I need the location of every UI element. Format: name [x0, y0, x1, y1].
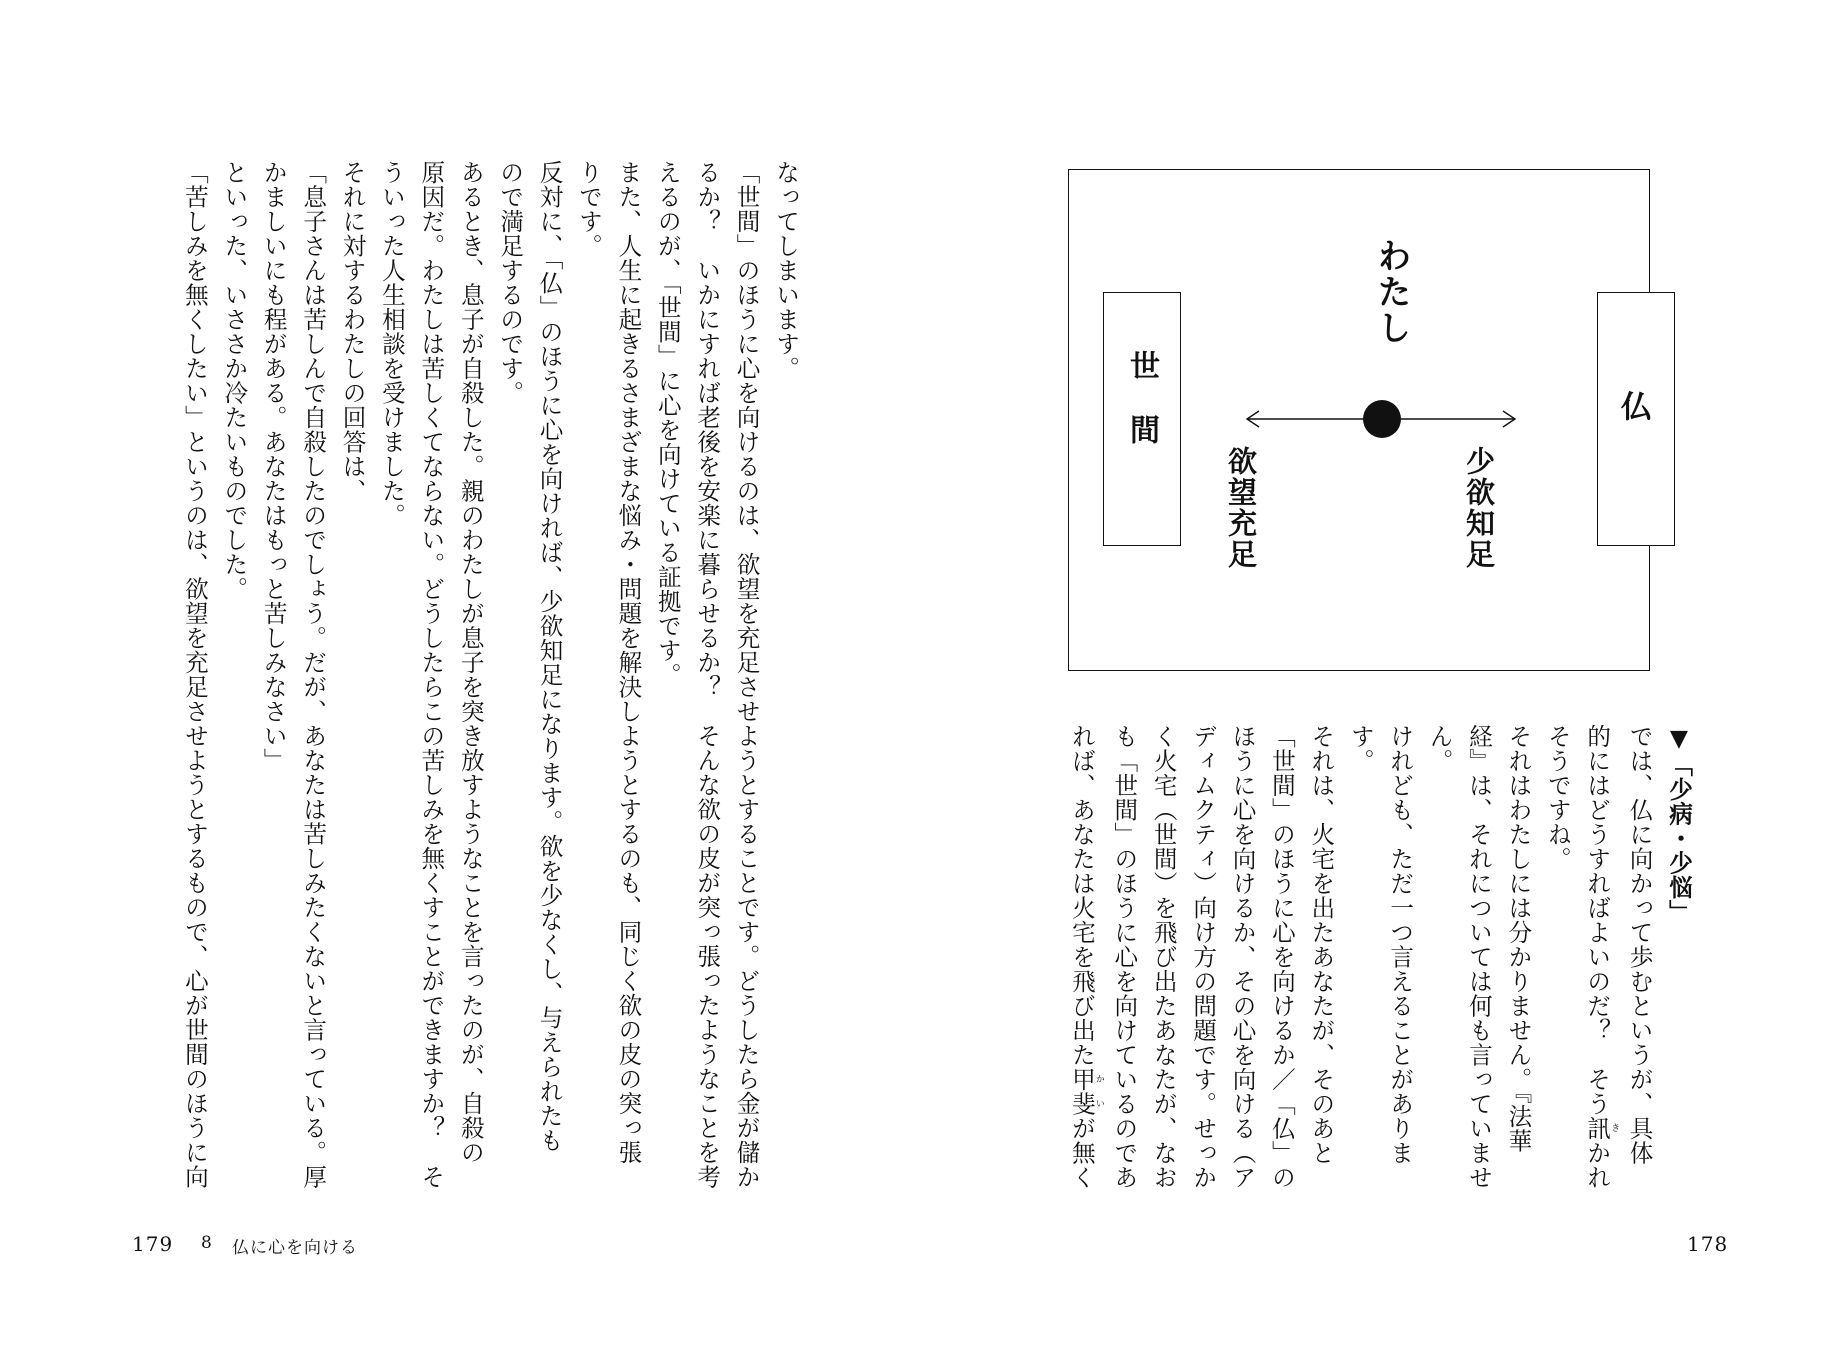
page-number: 178 — [1687, 1232, 1729, 1256]
ruby-annotation — [1067, 1067, 1104, 1116]
text-line: といった、いささか冷たいものでした。 — [220, 160, 249, 601]
text-line: 「息子さんは苦しんで自殺したのでしょう。だが、あなたは苦しみたくないと言っている。厚 — [299, 160, 328, 1189]
text-line: も「世間」のほうに心を向けているのであ — [1110, 724, 1139, 1190]
desire-fulfillment-caption: 欲望充足 — [1224, 446, 1258, 570]
right-body-text — [1062, 724, 1699, 1220]
text-line: ほうに心を向けるか、その心を向ける（ア — [1228, 724, 1257, 1190]
text-line: そうですね。 — [1543, 724, 1572, 871]
text-line: 原因だ。わたしは苦しくてならない。どうしたらこの苦しみを無くすことができますか？ そ — [417, 160, 446, 1189]
ruby-reading: き — [1609, 1116, 1620, 1141]
watashi-label: わたし — [1371, 238, 1411, 346]
text-line: では、仏に向かって歩むというが、具体 — [1625, 724, 1654, 1165]
self-dot-icon — [1363, 400, 1401, 438]
text-line: それに対するわたしの回答は、 — [338, 160, 367, 503]
text-line: く火宅（世間）を飛び出たあなたが、なお — [1149, 724, 1178, 1190]
text-line: 「苦しみを無くしたい」というのは、欲望を充足させようとするもので、心が世間のほうに向 — [180, 160, 209, 1189]
text-fragment: れば、あなたは火宅を飛び出た — [1067, 724, 1096, 1067]
text-fragment: かれ — [1583, 1140, 1612, 1190]
text-line: 「世間」のほうに心を向けるのは、欲望を充足させようとすることです。どうしたら金が儲か — [732, 160, 761, 1189]
text-fragment: 的にはどうすればよいのだ？ そう — [1583, 724, 1612, 1116]
text-line: かましいにも程がある。あなたはもっと苦しみなさい」 — [259, 160, 288, 773]
text-line: ん。 — [1425, 724, 1454, 773]
text-line: ディムクティ）向け方の問題です。せっか — [1189, 724, 1218, 1190]
ruby-reading: かい — [1093, 1067, 1104, 1116]
text-line: るか？ いかにすれば老後を安楽に暮らせるか？ そんな欲の皮が突っ張ったようなことを考 — [693, 160, 722, 1189]
chapter-number: 8 — [201, 1233, 212, 1253]
text-line: りです。 — [574, 160, 603, 258]
few-desires-caption: 少欲知足 — [1462, 446, 1496, 570]
section-heading: ▼「少病・少悩」 — [1665, 724, 1693, 925]
diagram-figure — [1068, 169, 1650, 671]
text-line: えるのが、「世間」に心を向けている証拠です。 — [653, 160, 682, 688]
text-line: それは、火宅を出たあなたが、そのあと — [1307, 724, 1336, 1165]
text-line: また、人生に起きるさまざまな悩み・問題を解決しようとするのも、同じく欲の皮の突っ張 — [614, 160, 643, 1165]
text-line: けれども、ただ一つ言えることがありま — [1386, 724, 1415, 1165]
running-head-chapter-title: 仏に心を向ける — [232, 1238, 358, 1258]
text-line — [1062, 724, 1104, 1220]
left-body-text — [175, 160, 806, 1220]
ruby-base: 訊 — [1583, 1116, 1612, 1141]
text-line: ので満足するのです。 — [496, 160, 525, 405]
page-number: 179 — [132, 1232, 174, 1256]
text-fragment: が無く — [1067, 1116, 1096, 1190]
ruby-base: 甲斐 — [1067, 1067, 1096, 1116]
hotoke-label: 仏 — [1615, 390, 1651, 429]
text-line: 「世間」のほうに心を向けるか／「仏」の — [1267, 724, 1296, 1190]
text-line: す。 — [1346, 724, 1375, 773]
text-line: それはわたしには分かりません。『法華 — [1504, 724, 1533, 1154]
text-line — [1577, 724, 1619, 1220]
text-line: あるとき、息子が自殺した。親のわたしが息子を突き放すようなことを言ったのが、自殺の — [456, 160, 485, 1165]
text-line: 経』は、それについては何も言っていませ — [1464, 724, 1493, 1190]
text-line: 反対に、「仏」のほうに心を向ければ、少欲知足になります。欲を少なくし、与えられたも — [535, 160, 564, 1153]
text-line: ういった人生相談を受けました。 — [377, 160, 406, 528]
ruby-annotation — [1583, 1116, 1620, 1141]
right-page — [919, 0, 1838, 1350]
text-line: なってしまいます。 — [772, 160, 800, 381]
seken-label: 世間 — [1124, 350, 1159, 478]
